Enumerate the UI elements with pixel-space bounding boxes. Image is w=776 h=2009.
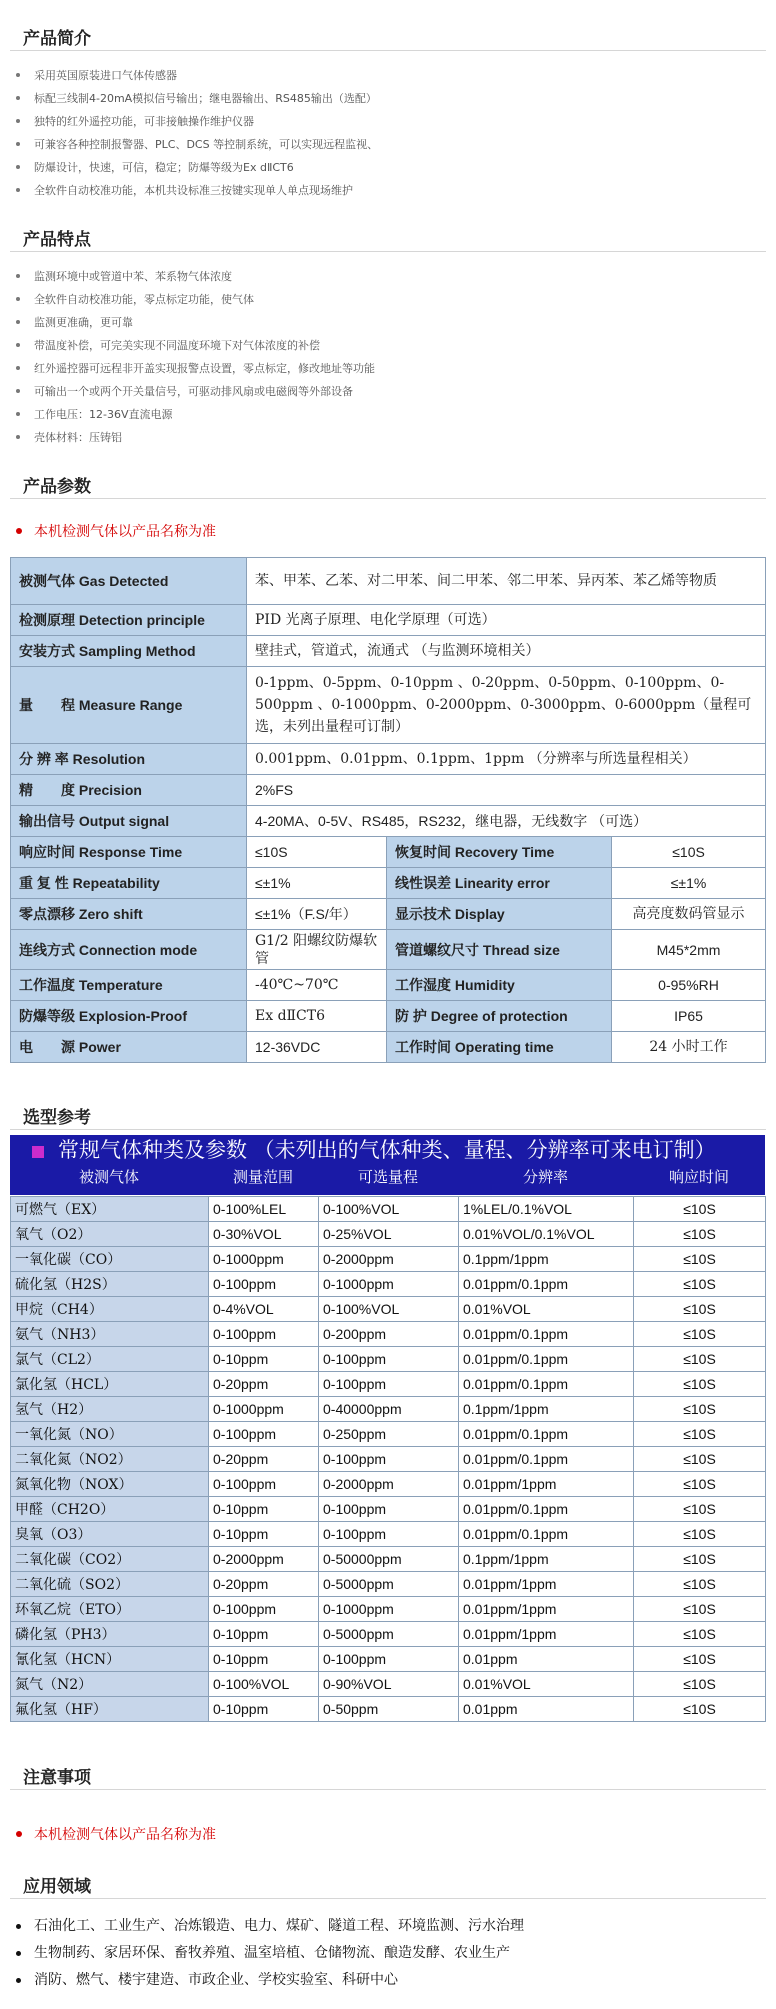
params-row — [11, 744, 766, 775]
param-value: 2%FS — [247, 775, 766, 806]
gas-response-cell: ≤10S — [634, 1297, 766, 1322]
gas-response-cell: ≤10S — [634, 1497, 766, 1522]
intro-item: 可兼容各种控制报警器、PLC、DCS 等控制系统，可以实现远程监视、 — [0, 133, 378, 156]
gas-name-cell: 氮氧化物（NOX） — [11, 1472, 209, 1497]
applications-list — [0, 1913, 524, 1994]
params-row — [11, 605, 766, 636]
param-value: M45*2mm — [612, 930, 766, 970]
gas-table-row — [11, 1572, 766, 1597]
params-row — [11, 667, 766, 744]
gas-resolution-cell: 0.1ppm/1ppm — [459, 1547, 634, 1572]
intro-item: 防爆设计，快速，可信，稳定；防爆等级为Ex dⅡCT6 — [0, 156, 378, 179]
gas-table-row — [11, 1697, 766, 1722]
gas-resolution-cell: 0.1ppm/1ppm — [459, 1397, 634, 1422]
intro-divider — [10, 50, 766, 51]
application-item: 生物制药、家居环保、畜牧养殖、温室培植、仓储物流、酿造发酵、农业生产 — [0, 1940, 524, 1967]
params-row — [11, 868, 766, 899]
gas-range-cell: 0-4%VOL — [209, 1297, 319, 1322]
gas-response-cell: ≤10S — [634, 1397, 766, 1422]
gas-table-row — [11, 1272, 766, 1297]
gas-name-cell: 可燃气（EX） — [11, 1197, 209, 1222]
gas-table-row — [11, 1422, 766, 1447]
params-row — [11, 970, 766, 1001]
gas-name-cell: 二氧化硫（SO2） — [11, 1572, 209, 1597]
gas-response-cell: ≤10S — [634, 1697, 766, 1722]
param-value: 0-1ppm、0-5ppm、0-10ppm 、0-20ppm、0-50ppm、0-100ppm、0-500ppm 、0-1000ppm、0-2000ppm、0-3000ppm、0-6000ppm（量程可选，未列出量程可订制） — [247, 667, 766, 744]
param-value: G1/2 阳螺纹防爆软管 — [247, 930, 387, 970]
param-value: ≤±1% — [612, 868, 766, 899]
param-label: 被测气体 Gas Detected — [11, 558, 247, 605]
gas-range-cell: 0-100ppm — [209, 1597, 319, 1622]
param-value: 0-95%RH — [612, 970, 766, 1001]
gas-range-cell: 0-20ppm — [209, 1372, 319, 1397]
gas-resolution-cell: 0.01ppm/0.1ppm — [459, 1372, 634, 1397]
gas-optional-range-cell: 0-1000ppm — [319, 1272, 459, 1297]
gas-name-cell: 磷化氢（PH3） — [11, 1622, 209, 1647]
gas-resolution-cell: 0.01%VOL/0.1%VOL — [459, 1222, 634, 1247]
gas-table-row — [11, 1447, 766, 1472]
application-item: 石油化工、工业生产、冶炼锻造、电力、煤矿、隧道工程、环境监测、污水治理 — [0, 1913, 524, 1940]
square-bullet-icon — [32, 1146, 44, 1158]
param-value: 高亮度数码管显示 — [612, 899, 766, 930]
gas-resolution-cell: 0.01ppm — [459, 1647, 634, 1672]
gas-name-cell: 甲醛（CH2O） — [11, 1497, 209, 1522]
features-title: 产品特点 — [23, 230, 91, 250]
gas-response-cell: ≤10S — [634, 1672, 766, 1697]
selection-title: 选型参考 — [23, 1108, 91, 1128]
gas-range-cell: 0-100ppm — [209, 1322, 319, 1347]
param-label: 安装方式 Sampling Method — [11, 636, 247, 667]
gas-table-row — [11, 1322, 766, 1347]
intro-item: 采用英国原装进口气体传感器 — [0, 64, 378, 87]
gas-name-cell: 氨气（NH3） — [11, 1322, 209, 1347]
gas-resolution-cell: 0.01ppm/0.1ppm — [459, 1447, 634, 1472]
params-row — [11, 1001, 766, 1032]
applications-title: 应用领域 — [23, 1877, 91, 1897]
param-value: 0.001ppm、0.01ppm、0.1ppm、1ppm （分辨率与所选量程相关） — [247, 744, 766, 775]
params-title: 产品参数 — [23, 477, 91, 497]
gas-response-cell: ≤10S — [634, 1472, 766, 1497]
notes-note: 本机检测气体以产品名称为准 — [0, 1824, 216, 1844]
features-divider — [10, 251, 766, 252]
params-row — [11, 930, 766, 970]
params-row — [11, 837, 766, 868]
selection-divider — [10, 1129, 766, 1130]
param-value: IP65 — [612, 1001, 766, 1032]
gas-resolution-cell: 0.01ppm — [459, 1697, 634, 1722]
intro-item: 独特的红外遥控功能，可非接触操作维护仪器 — [0, 110, 378, 133]
gas-optional-range-cell: 0-2000ppm — [319, 1472, 459, 1497]
gas-optional-range-cell: 0-100ppm — [319, 1522, 459, 1547]
gas-resolution-cell: 0.01ppm/1ppm — [459, 1597, 634, 1622]
gas-resolution-cell: 1%LEL/0.1%VOL — [459, 1197, 634, 1222]
gas-table-row — [11, 1497, 766, 1522]
gas-response-cell: ≤10S — [634, 1347, 766, 1372]
gas-name-cell: 臭氧（O3） — [11, 1522, 209, 1547]
gas-optional-range-cell: 0-100ppm — [319, 1447, 459, 1472]
param-label: 零点漂移 Zero shift — [11, 899, 247, 930]
param-label: 重 复 性 Repeatability — [11, 868, 247, 899]
feature-item: 监测更准确，更可靠 — [0, 311, 375, 334]
gas-range-cell: 0-30%VOL — [209, 1222, 319, 1247]
application-item: 消防、燃气、楼宇建造、市政企业、学校实验室、科研中心 — [0, 1967, 524, 1994]
gas-name-cell: 氢气（H2） — [11, 1397, 209, 1422]
gas-resolution-cell: 0.01ppm/0.1ppm — [459, 1322, 634, 1347]
param-label: 检测原理 Detection principle — [11, 605, 247, 636]
params-row — [11, 899, 766, 930]
gas-header-cell: 分辨率 — [522, 1168, 568, 1186]
intro-list — [0, 64, 378, 202]
param-label: 分 辨 率 Resolution — [11, 744, 247, 775]
gas-range-cell: 0-10ppm — [209, 1697, 319, 1722]
gas-table-row — [11, 1372, 766, 1397]
param-value: 24 小时工作 — [612, 1032, 766, 1063]
gas-response-cell: ≤10S — [634, 1372, 766, 1397]
gas-table-row — [11, 1347, 766, 1372]
gas-response-cell: ≤10S — [634, 1572, 766, 1597]
params-row — [11, 775, 766, 806]
gas-response-cell: ≤10S — [634, 1547, 766, 1572]
gas-optional-range-cell: 0-200ppm — [319, 1322, 459, 1347]
gas-resolution-cell: 0.01ppm/1ppm — [459, 1622, 634, 1647]
gas-optional-range-cell: 0-50ppm — [319, 1697, 459, 1722]
param-label: 工作湿度 Humidity — [387, 970, 612, 1001]
gas-range-cell: 0-1000ppm — [209, 1397, 319, 1422]
gas-range-cell: 0-100%LEL — [209, 1197, 319, 1222]
gas-name-cell: 一氧化氮（NO） — [11, 1422, 209, 1447]
params-row — [11, 558, 766, 605]
gas-optional-range-cell: 0-40000ppm — [319, 1397, 459, 1422]
feature-item: 全软件自动校准功能，零点标定功能，使气体 — [0, 288, 375, 311]
param-value: PID 光离子原理、电化学原理（可选） — [247, 605, 766, 636]
gas-resolution-cell: 0.01ppm/0.1ppm — [459, 1272, 634, 1297]
gas-response-cell: ≤10S — [634, 1322, 766, 1347]
params-row — [11, 636, 766, 667]
param-label: 电 源 Power — [11, 1032, 247, 1063]
gas-name-cell: 硫化氢（H2S） — [11, 1272, 209, 1297]
feature-item: 红外遥控器可远程非开盖实现报警点设置，零点标定，修改地址等功能 — [0, 357, 375, 380]
param-value: 苯、甲苯、乙苯、对二甲苯、间二甲苯、邻二甲苯、异丙苯、苯乙烯等物质 — [247, 558, 766, 605]
gas-name-cell: 环氧乙烷（ETO） — [11, 1597, 209, 1622]
gas-table-row — [11, 1222, 766, 1247]
param-label: 显示技术 Display — [387, 899, 612, 930]
gas-range-cell: 0-100ppm — [209, 1272, 319, 1297]
param-value: ≤10S — [247, 837, 387, 868]
param-value: ≤±1%（F.S/年） — [247, 899, 387, 930]
gas-resolution-cell: 0.01ppm/1ppm — [459, 1472, 634, 1497]
gas-response-cell: ≤10S — [634, 1422, 766, 1447]
gas-optional-range-cell: 0-100ppm — [319, 1497, 459, 1522]
gas-optional-range-cell: 0-1000ppm — [319, 1597, 459, 1622]
gas-resolution-cell: 0.01%VOL — [459, 1672, 634, 1697]
param-label: 响应时间 Response Time — [11, 837, 247, 868]
gas-banner-text: 常规气体种类及参数 （未列出的气体种类、量程、分辨率可来电订制） — [58, 1138, 716, 1162]
gas-range-cell: 0-10ppm — [209, 1622, 319, 1647]
param-value: Ex dⅡCT6 — [247, 1001, 387, 1032]
gas-table-row — [11, 1297, 766, 1322]
gas-range-cell: 0-100ppm — [209, 1472, 319, 1497]
param-label: 工作时间 Operating time — [387, 1032, 612, 1063]
gas-table-row — [11, 1472, 766, 1497]
gas-range-cell: 0-20ppm — [209, 1447, 319, 1472]
gas-optional-range-cell: 0-5000ppm — [319, 1572, 459, 1597]
gas-optional-range-cell: 0-100%VOL — [319, 1197, 459, 1222]
param-label: 管道螺纹尺寸 Thread size — [387, 930, 612, 970]
gas-table-row — [11, 1197, 766, 1222]
gas-name-cell: 氧气（O2） — [11, 1222, 209, 1247]
gas-table-row — [11, 1397, 766, 1422]
param-value: -40℃~70℃ — [247, 970, 387, 1001]
gas-optional-range-cell: 0-5000ppm — [319, 1622, 459, 1647]
gas-resolution-cell: 0.01ppm/0.1ppm — [459, 1422, 634, 1447]
gas-range-cell: 0-10ppm — [209, 1347, 319, 1372]
features-list — [0, 265, 375, 449]
gas-response-cell: ≤10S — [634, 1647, 766, 1672]
gas-range-cell: 0-10ppm — [209, 1647, 319, 1672]
gas-name-cell: 氮气（N2） — [11, 1672, 209, 1697]
gas-response-cell: ≤10S — [634, 1622, 766, 1647]
gas-table-body — [11, 1197, 766, 1722]
params-row — [11, 1032, 766, 1063]
gas-table-row — [11, 1547, 766, 1572]
gas-table-row — [11, 1247, 766, 1272]
gas-optional-range-cell: 0-100ppm — [319, 1647, 459, 1672]
gas-table — [10, 1196, 766, 1722]
gas-name-cell: 甲烷（CH4） — [11, 1297, 209, 1322]
notes-divider — [10, 1789, 766, 1790]
gas-resolution-cell: 0.01%VOL — [459, 1297, 634, 1322]
gas-header-cell: 响应时间 — [668, 1168, 729, 1186]
params-note: 本机检测气体以产品名称为准 — [0, 521, 216, 541]
params-row — [11, 806, 766, 837]
gas-range-cell: 0-1000ppm — [209, 1247, 319, 1272]
gas-table-banner — [10, 1135, 765, 1165]
feature-item: 可输出一个或两个开关量信号，可驱动排风扇或电磁阀等外部设备 — [0, 380, 375, 403]
gas-resolution-cell: 0.1ppm/1ppm — [459, 1247, 634, 1272]
gas-response-cell: ≤10S — [634, 1272, 766, 1297]
gas-header-cell: 被测气体 — [78, 1168, 139, 1186]
param-label: 恢复时间 Recovery Time — [387, 837, 612, 868]
gas-name-cell: 氯化氢（HCL） — [11, 1372, 209, 1397]
param-value: 壁挂式，管道式，流通式 （与监测环境相关） — [247, 636, 766, 667]
gas-table-row — [11, 1622, 766, 1647]
gas-optional-range-cell: 0-50000ppm — [319, 1547, 459, 1572]
gas-name-cell: 氰化氢（HCN） — [11, 1647, 209, 1672]
gas-range-cell: 0-2000ppm — [209, 1547, 319, 1572]
gas-header-cell: 测量范围 — [232, 1168, 293, 1186]
param-label: 输出信号 Output signal — [11, 806, 247, 837]
gas-optional-range-cell: 0-100ppm — [319, 1372, 459, 1397]
gas-name-cell: 一氧化碳（CO） — [11, 1247, 209, 1272]
gas-optional-range-cell: 0-25%VOL — [319, 1222, 459, 1247]
param-value: 4-20MA、0-5V、RS485，RS232，继电器，无线数字 （可选） — [247, 806, 766, 837]
gas-table-row — [11, 1647, 766, 1672]
params-table — [10, 557, 766, 1063]
gas-response-cell: ≤10S — [634, 1197, 766, 1222]
intro-item: 全软件自动校准功能，本机共设标准三按键实现单人单点现场维护 — [0, 179, 378, 202]
gas-range-cell: 0-10ppm — [209, 1522, 319, 1547]
gas-response-cell: ≤10S — [634, 1222, 766, 1247]
gas-optional-range-cell: 0-100ppm — [319, 1347, 459, 1372]
gas-header-cell: 可选量程 — [357, 1168, 418, 1186]
gas-resolution-cell: 0.01ppm/1ppm — [459, 1572, 634, 1597]
intro-title: 产品简介 — [23, 29, 91, 49]
gas-response-cell: ≤10S — [634, 1447, 766, 1472]
param-value: ≤±1% — [247, 868, 387, 899]
gas-table-header — [10, 1165, 765, 1195]
intro-item: 标配三线制4-20mA模拟信号输出；继电器输出、RS485输出（选配） — [0, 87, 378, 110]
gas-table-row — [11, 1522, 766, 1547]
gas-response-cell: ≤10S — [634, 1597, 766, 1622]
gas-response-cell: ≤10S — [634, 1247, 766, 1272]
gas-table-row — [11, 1672, 766, 1697]
gas-optional-range-cell: 0-90%VOL — [319, 1672, 459, 1697]
gas-range-cell: 0-100ppm — [209, 1422, 319, 1447]
gas-optional-range-cell: 0-250ppm — [319, 1422, 459, 1447]
gas-resolution-cell: 0.01ppm/0.1ppm — [459, 1347, 634, 1372]
gas-name-cell: 氟化氢（HF） — [11, 1697, 209, 1722]
gas-range-cell: 0-20ppm — [209, 1572, 319, 1597]
param-label: 防爆等级 Explosion-Proof — [11, 1001, 247, 1032]
gas-name-cell: 二氧化氮（NO2） — [11, 1447, 209, 1472]
gas-optional-range-cell: 0-100%VOL — [319, 1297, 459, 1322]
param-label: 防 护 Degree of protection — [387, 1001, 612, 1032]
notes-title: 注意事项 — [23, 1768, 91, 1788]
feature-item: 壳体材料：压铸铝 — [0, 426, 375, 449]
gas-table-row — [11, 1597, 766, 1622]
param-label: 精 度 Precision — [11, 775, 247, 806]
gas-response-cell: ≤10S — [634, 1522, 766, 1547]
gas-range-cell: 0-100%VOL — [209, 1672, 319, 1697]
param-label: 量 程 Measure Range — [11, 667, 247, 744]
gas-optional-range-cell: 0-2000ppm — [319, 1247, 459, 1272]
param-label: 线性误差 Linearity error — [387, 868, 612, 899]
param-value: 12-36VDC — [247, 1032, 387, 1063]
gas-resolution-cell: 0.01ppm/0.1ppm — [459, 1497, 634, 1522]
feature-item: 监测环境中或管道中苯、苯系物气体浓度 — [0, 265, 375, 288]
param-value: ≤10S — [612, 837, 766, 868]
feature-item: 带温度补偿，可完美实现不同温度环境下对气体浓度的补偿 — [0, 334, 375, 357]
gas-resolution-cell: 0.01ppm/0.1ppm — [459, 1522, 634, 1547]
param-label: 工作温度 Temperature — [11, 970, 247, 1001]
gas-name-cell: 二氧化碳（CO2） — [11, 1547, 209, 1572]
feature-item: 工作电压：12-36V直流电源 — [0, 403, 375, 426]
param-label: 连线方式 Connection mode — [11, 930, 247, 970]
applications-divider — [10, 1898, 766, 1899]
params-divider — [10, 498, 766, 499]
gas-name-cell: 氯气（CL2） — [11, 1347, 209, 1372]
gas-range-cell: 0-10ppm — [209, 1497, 319, 1522]
